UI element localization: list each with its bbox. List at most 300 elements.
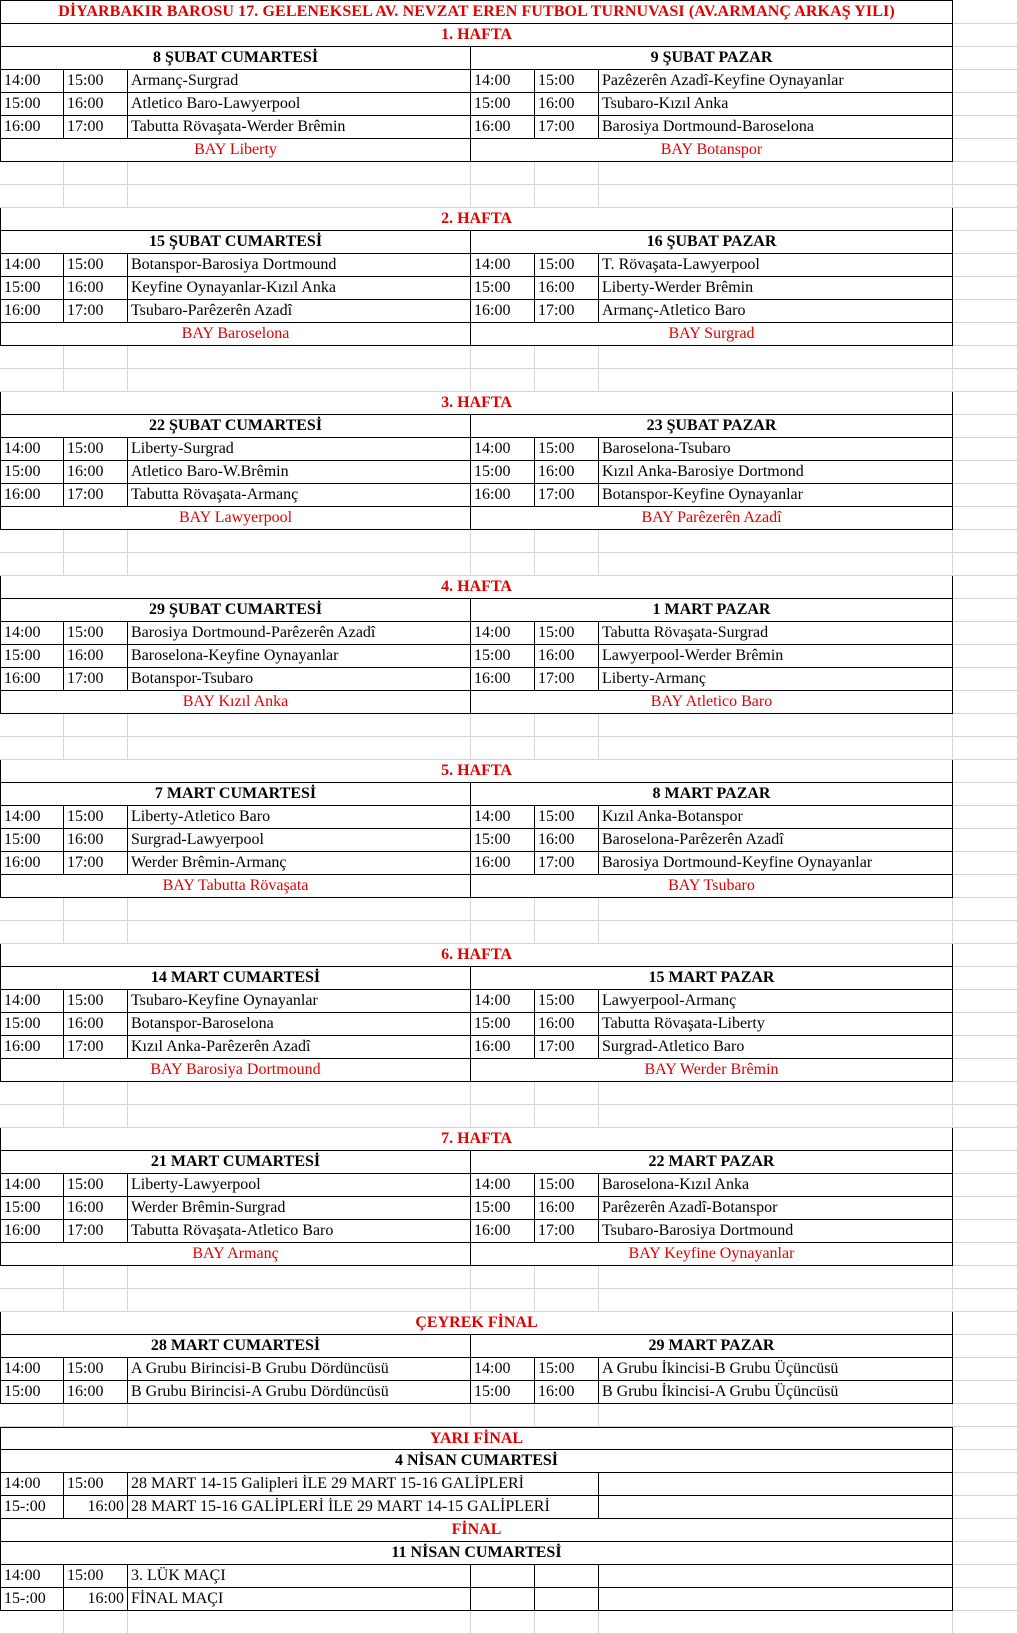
empty-cell — [535, 553, 599, 576]
match-end-time: 17:00 — [535, 116, 599, 139]
empty-cell — [953, 852, 1018, 875]
title — [0, 0, 1018, 24]
empty-cell — [471, 553, 535, 576]
bye-team: BAY Atletico Baro — [471, 691, 953, 714]
empty-cell — [953, 116, 1018, 139]
match-teams: Atletico Baro-Lawyerpool — [128, 93, 471, 116]
empty-cell — [128, 1105, 471, 1128]
match-teams: Werder Brêmin-Armanç — [128, 852, 471, 875]
bye-team: BAY Lawyerpool — [0, 507, 471, 530]
empty-cell — [471, 1082, 535, 1105]
empty-cell — [64, 714, 128, 737]
bye-team: BAY Kızıl Anka — [0, 691, 471, 714]
empty-cell — [953, 1312, 1018, 1335]
match-teams: Barosiya Dortmound-Parêzerên Azadî — [128, 622, 471, 645]
week-label — [0, 24, 1018, 47]
spacer-row — [0, 1266, 1018, 1289]
match-teams: Liberty-Surgrad — [128, 438, 471, 461]
match-start-time: 14:00 — [0, 254, 64, 277]
match-teams: 28 MART 15-16 GALİPLERİ İLE 29 MART 14-15 GALİPLERİ — [128, 1496, 599, 1519]
match-start-time: 16:00 — [471, 1036, 535, 1059]
match-teams: Keyfine Oynayanlar-Kızıl Anka — [128, 277, 471, 300]
match-row — [0, 1013, 1018, 1036]
match-start-time: 14:00 — [0, 1565, 64, 1588]
match-teams: 3. LÜK MAÇI — [128, 1565, 471, 1588]
empty-cell — [471, 185, 535, 208]
spacer-row — [0, 1289, 1018, 1312]
spacer-row — [0, 898, 1018, 921]
empty-cell — [64, 553, 128, 576]
match-start-time: 14:00 — [471, 1174, 535, 1197]
week-label-text: 5. HAFTA — [0, 760, 953, 783]
empty-cell — [535, 1565, 599, 1588]
day-header-text: 11 NİSAN CUMARTESİ — [0, 1542, 953, 1565]
match-start-time: 15:00 — [471, 277, 535, 300]
spacer-row — [0, 162, 1018, 185]
empty-cell — [953, 1335, 1018, 1358]
empty-cell — [953, 1565, 1018, 1588]
match-start-time: 15:00 — [0, 461, 64, 484]
empty-cell — [535, 921, 599, 944]
match-end-time: 17:00 — [535, 852, 599, 875]
week-label-text: 4. HAFTA — [0, 576, 953, 599]
match-teams: Kızıl Anka-Parêzerên Azadî — [128, 1036, 471, 1059]
empty-cell — [535, 1082, 599, 1105]
empty-cell — [471, 1588, 535, 1611]
spacer-row — [0, 737, 1018, 760]
bye-team: BAY Keyfine Oynayanlar — [471, 1243, 953, 1266]
bye-row — [0, 1243, 1018, 1266]
empty-cell — [535, 1266, 599, 1289]
empty-cell — [0, 1404, 64, 1427]
quarter-final-label-text: ÇEYREK FİNAL — [0, 1312, 953, 1335]
empty-cell — [953, 484, 1018, 507]
empty-cell — [953, 553, 1018, 576]
empty-cell — [599, 1266, 953, 1289]
empty-cell — [953, 24, 1018, 47]
match-end-time: 16:00 — [535, 277, 599, 300]
match-start-time: 15:00 — [471, 461, 535, 484]
bye-team: BAY Surgrad — [471, 323, 953, 346]
match-teams: Tsubaro-Kızıl Anka — [599, 93, 953, 116]
match-end-time: 17:00 — [535, 1220, 599, 1243]
match-row — [0, 1588, 1018, 1611]
empty-cell — [953, 162, 1018, 185]
empty-cell — [599, 1404, 953, 1427]
day-title-saturday: 22 ŞUBAT CUMARTESİ — [0, 415, 471, 438]
bye-row — [0, 691, 1018, 714]
match-teams: A Grubu İkincisi-B Grubu Üçüncüsü — [599, 1358, 953, 1381]
empty-cell — [535, 1289, 599, 1312]
match-row — [0, 852, 1018, 875]
match-end-time: 17:00 — [64, 1220, 128, 1243]
match-start-time: 15:00 — [471, 829, 535, 852]
empty-cell — [0, 737, 64, 760]
empty-cell — [953, 1220, 1018, 1243]
empty-cell — [953, 208, 1018, 231]
match-row — [0, 116, 1018, 139]
empty-cell — [128, 553, 471, 576]
match-start-time: 16:00 — [0, 116, 64, 139]
empty-cell — [128, 162, 471, 185]
match-teams: Surgrad-Atletico Baro — [599, 1036, 953, 1059]
empty-cell — [128, 1266, 471, 1289]
empty-cell — [471, 921, 535, 944]
match-start-time: 15-:00 — [0, 1496, 64, 1519]
spacer-row — [0, 1105, 1018, 1128]
match-start-time: 15:00 — [0, 829, 64, 852]
empty-cell — [953, 0, 1018, 24]
match-row — [0, 277, 1018, 300]
day-title-saturday: 28 MART CUMARTESİ — [0, 1335, 471, 1358]
match-end-time: 15:00 — [64, 806, 128, 829]
match-start-time: 14:00 — [0, 438, 64, 461]
day-header-row — [0, 1151, 1018, 1174]
week-label — [0, 1128, 1018, 1151]
match-end-time: 15:00 — [535, 254, 599, 277]
empty-cell — [599, 737, 953, 760]
match-row — [0, 1381, 1018, 1404]
empty-cell — [471, 1565, 535, 1588]
empty-cell — [953, 1197, 1018, 1220]
match-end-time: 16:00 — [535, 645, 599, 668]
empty-cell — [953, 737, 1018, 760]
empty-cell — [599, 1289, 953, 1312]
empty-cell — [953, 691, 1018, 714]
match-teams: Botanspor-Baroselona — [128, 1013, 471, 1036]
day-title-saturday: 21 MART CUMARTESİ — [0, 1151, 471, 1174]
empty-cell — [953, 70, 1018, 93]
semi-final-label-text: YARI FİNAL — [0, 1427, 953, 1450]
empty-cell — [599, 1565, 953, 1588]
empty-cell — [953, 1174, 1018, 1197]
day-title-saturday: 29 ŞUBAT CUMARTESİ — [0, 599, 471, 622]
empty-cell — [953, 576, 1018, 599]
empty-cell — [535, 737, 599, 760]
match-end-time: 15:00 — [64, 1473, 128, 1496]
match-teams: Tabutta Rövaşata-Armanç — [128, 484, 471, 507]
match-start-time: 16:00 — [0, 300, 64, 323]
empty-cell — [599, 1611, 953, 1634]
empty-cell — [599, 1105, 953, 1128]
empty-cell — [953, 139, 1018, 162]
empty-cell — [64, 346, 128, 369]
bye-row — [0, 1059, 1018, 1082]
day-title-sunday: 22 MART PAZAR — [471, 1151, 953, 1174]
match-teams: Botanspor-Barosiya Dortmound — [128, 254, 471, 277]
empty-cell — [64, 530, 128, 553]
empty-cell — [0, 162, 64, 185]
empty-cell — [64, 185, 128, 208]
bye-row — [0, 507, 1018, 530]
match-start-time: 16:00 — [0, 1036, 64, 1059]
empty-cell — [599, 553, 953, 576]
match-end-time: 16:00 — [64, 829, 128, 852]
match-start-time: 15:00 — [471, 93, 535, 116]
match-start-time: 14:00 — [0, 70, 64, 93]
empty-cell — [953, 300, 1018, 323]
match-start-time: 15:00 — [471, 645, 535, 668]
match-teams: Liberty-Armanç — [599, 668, 953, 691]
match-teams: T. Rövaşata-Lawyerpool — [599, 254, 953, 277]
match-start-time: 14:00 — [471, 622, 535, 645]
empty-cell — [64, 162, 128, 185]
empty-cell — [128, 898, 471, 921]
day-header — [0, 1450, 1018, 1473]
match-end-time: 16:00 — [64, 461, 128, 484]
match-start-time: 16:00 — [0, 852, 64, 875]
empty-cell — [128, 530, 471, 553]
week-label-text: 6. HAFTA — [0, 944, 953, 967]
bye-team: BAY Barosiya Dortmound — [0, 1059, 471, 1082]
empty-cell — [953, 990, 1018, 1013]
match-start-time: 16:00 — [471, 1220, 535, 1243]
empty-cell — [599, 1588, 953, 1611]
match-teams: Pazêzerên Azadî-Keyfine Oynayanlar — [599, 70, 953, 93]
empty-cell — [953, 185, 1018, 208]
match-end-time: 15:00 — [535, 1174, 599, 1197]
bye-team: BAY Werder Brêmin — [471, 1059, 953, 1082]
match-row — [0, 1220, 1018, 1243]
empty-cell — [128, 1611, 471, 1634]
empty-cell — [64, 1404, 128, 1427]
day-title-sunday: 8 MART PAZAR — [471, 783, 953, 806]
match-end-time: 15:00 — [535, 990, 599, 1013]
week-label-text: 7. HAFTA — [0, 1128, 953, 1151]
match-teams: Tsubaro-Barosiya Dortmound — [599, 1220, 953, 1243]
empty-cell — [471, 346, 535, 369]
match-teams: Liberty-Werder Brêmin — [599, 277, 953, 300]
match-start-time: 15:00 — [0, 1381, 64, 1404]
match-end-time: 15:00 — [64, 438, 128, 461]
match-teams: B Grubu Birincisi-A Grubu Dördüncüsü — [128, 1381, 471, 1404]
match-start-time: 15:00 — [0, 1197, 64, 1220]
empty-cell — [535, 1611, 599, 1634]
empty-cell — [953, 415, 1018, 438]
empty-cell — [953, 1450, 1018, 1473]
match-teams: Lawyerpool-Armanç — [599, 990, 953, 1013]
empty-cell — [0, 553, 64, 576]
day-title-sunday: 9 ŞUBAT PAZAR — [471, 47, 953, 70]
match-row — [0, 484, 1018, 507]
match-teams: Liberty-Atletico Baro — [128, 806, 471, 829]
match-end-time: 16:00 — [535, 461, 599, 484]
match-start-time: 16:00 — [471, 484, 535, 507]
match-end-time: 15:00 — [64, 622, 128, 645]
empty-cell — [64, 921, 128, 944]
match-end-time: 16:00 — [64, 1013, 128, 1036]
title-text: DİYARBAKIR BAROSU 17. GELENEKSEL AV. NEVZAT EREN FUTBOL TURNUVASI (AV.ARMANÇ ARKAŞ YILI) — [0, 0, 953, 24]
week-label — [0, 576, 1018, 599]
empty-cell — [0, 369, 64, 392]
empty-cell — [0, 1266, 64, 1289]
empty-cell — [599, 162, 953, 185]
match-row — [0, 438, 1018, 461]
match-start-time: 15:00 — [471, 1197, 535, 1220]
match-end-time: 16:00 — [64, 645, 128, 668]
empty-cell — [599, 346, 953, 369]
empty-cell — [953, 1289, 1018, 1312]
empty-cell — [953, 231, 1018, 254]
spacer-row — [0, 1082, 1018, 1105]
match-teams: A Grubu Birincisi-B Grubu Dördüncüsü — [128, 1358, 471, 1381]
empty-cell — [599, 921, 953, 944]
match-start-time: 14:00 — [471, 438, 535, 461]
match-end-time: 17:00 — [535, 300, 599, 323]
match-end-time: 17:00 — [64, 116, 128, 139]
empty-cell — [953, 507, 1018, 530]
match-row — [0, 806, 1018, 829]
match-start-time: 15:00 — [0, 93, 64, 116]
empty-cell — [128, 1289, 471, 1312]
empty-cell — [953, 921, 1018, 944]
match-row — [0, 1496, 1018, 1519]
empty-cell — [128, 346, 471, 369]
match-row — [0, 990, 1018, 1013]
empty-cell — [128, 737, 471, 760]
empty-cell — [471, 1611, 535, 1634]
match-teams: Baroselona-Keyfine Oynayanlar — [128, 645, 471, 668]
empty-cell — [535, 714, 599, 737]
match-start-time: 14:00 — [0, 622, 64, 645]
match-row — [0, 668, 1018, 691]
spacer-row — [0, 1611, 1018, 1634]
match-end-time: 15:00 — [535, 806, 599, 829]
day-header-row — [0, 967, 1018, 990]
empty-cell — [128, 1082, 471, 1105]
empty-cell — [0, 530, 64, 553]
empty-cell — [599, 898, 953, 921]
match-end-time: 16:00 — [535, 1013, 599, 1036]
empty-cell — [953, 438, 1018, 461]
empty-cell — [953, 1243, 1018, 1266]
empty-cell — [953, 668, 1018, 691]
empty-cell — [599, 1082, 953, 1105]
day-header-row — [0, 231, 1018, 254]
empty-cell — [953, 346, 1018, 369]
match-row — [0, 70, 1018, 93]
empty-cell — [64, 369, 128, 392]
match-start-time: 16:00 — [471, 300, 535, 323]
empty-cell — [0, 1082, 64, 1105]
match-start-time: 15:00 — [0, 277, 64, 300]
empty-cell — [471, 369, 535, 392]
final-label — [0, 1519, 1018, 1542]
empty-cell — [535, 1105, 599, 1128]
empty-cell — [535, 162, 599, 185]
match-start-time: 16:00 — [471, 116, 535, 139]
match-end-time: 17:00 — [64, 852, 128, 875]
match-row — [0, 1197, 1018, 1220]
match-end-time: 17:00 — [535, 1036, 599, 1059]
spacer-row — [0, 185, 1018, 208]
match-end-time: 17:00 — [535, 668, 599, 691]
bye-row — [0, 875, 1018, 898]
empty-cell — [0, 714, 64, 737]
empty-cell — [953, 645, 1018, 668]
empty-cell — [64, 1611, 128, 1634]
empty-cell — [471, 714, 535, 737]
empty-cell — [64, 1266, 128, 1289]
empty-cell — [953, 461, 1018, 484]
match-end-time: 15:00 — [64, 70, 128, 93]
match-start-time: 16:00 — [471, 668, 535, 691]
match-end-time: 15:00 — [535, 70, 599, 93]
spacer-row — [0, 921, 1018, 944]
empty-cell — [128, 369, 471, 392]
spacer-row — [0, 346, 1018, 369]
match-teams: Armanç-Atletico Baro — [599, 300, 953, 323]
empty-cell — [0, 1289, 64, 1312]
match-teams: Botanspor-Tsubaro — [128, 668, 471, 691]
empty-cell — [0, 898, 64, 921]
match-start-time: 14:00 — [0, 806, 64, 829]
empty-cell — [953, 277, 1018, 300]
empty-cell — [128, 714, 471, 737]
bye-team: BAY Liberty — [0, 139, 471, 162]
bye-team: BAY Baroselona — [0, 323, 471, 346]
spacer-row — [0, 1404, 1018, 1427]
empty-cell — [953, 829, 1018, 852]
empty-cell — [953, 599, 1018, 622]
spacer-row — [0, 530, 1018, 553]
empty-cell — [0, 1611, 64, 1634]
day-header-row — [0, 1335, 1018, 1358]
empty-cell — [953, 944, 1018, 967]
day-header-row — [0, 783, 1018, 806]
empty-cell — [471, 162, 535, 185]
day-title-saturday: 14 MART CUMARTESİ — [0, 967, 471, 990]
empty-cell — [599, 530, 953, 553]
match-teams: Atletico Baro-W.Brêmin — [128, 461, 471, 484]
empty-cell — [471, 1266, 535, 1289]
match-end-time: 16:00 — [64, 277, 128, 300]
empty-cell — [0, 346, 64, 369]
match-start-time: 16:00 — [471, 852, 535, 875]
match-end-time: 17:00 — [64, 484, 128, 507]
empty-cell — [953, 898, 1018, 921]
match-end-time: 16:00 — [535, 93, 599, 116]
bye-team: BAY Tsubaro — [471, 875, 953, 898]
match-teams: B Grubu İkincisi-A Grubu Üçüncüsü — [599, 1381, 953, 1404]
empty-cell — [953, 1128, 1018, 1151]
match-teams: Tabutta Rövaşata-Surgrad — [599, 622, 953, 645]
empty-cell — [953, 760, 1018, 783]
match-end-time: 16:00 — [64, 93, 128, 116]
empty-cell — [953, 1105, 1018, 1128]
match-teams: Armanç-Surgrad — [128, 70, 471, 93]
empty-cell — [535, 1588, 599, 1611]
day-title-sunday: 16 ŞUBAT PAZAR — [471, 231, 953, 254]
empty-cell — [128, 1404, 471, 1427]
day-title-saturday: 7 MART CUMARTESİ — [0, 783, 471, 806]
day-header — [0, 1542, 1018, 1565]
match-teams: Kızıl Anka-Botanspor — [599, 806, 953, 829]
empty-cell — [953, 783, 1018, 806]
empty-cell — [953, 1381, 1018, 1404]
match-teams: Parêzerên Azadî-Botanspor — [599, 1197, 953, 1220]
match-start-time: 14:00 — [0, 1358, 64, 1381]
match-start-time: 14:00 — [471, 70, 535, 93]
empty-cell — [953, 1588, 1018, 1611]
week-label — [0, 760, 1018, 783]
week-label-text: 2. HAFTA — [0, 208, 953, 231]
empty-cell — [953, 254, 1018, 277]
empty-cell — [953, 1427, 1018, 1450]
match-start-time: 14:00 — [0, 1473, 64, 1496]
match-row — [0, 254, 1018, 277]
bye-team: BAY Parêzerên Azadî — [471, 507, 953, 530]
